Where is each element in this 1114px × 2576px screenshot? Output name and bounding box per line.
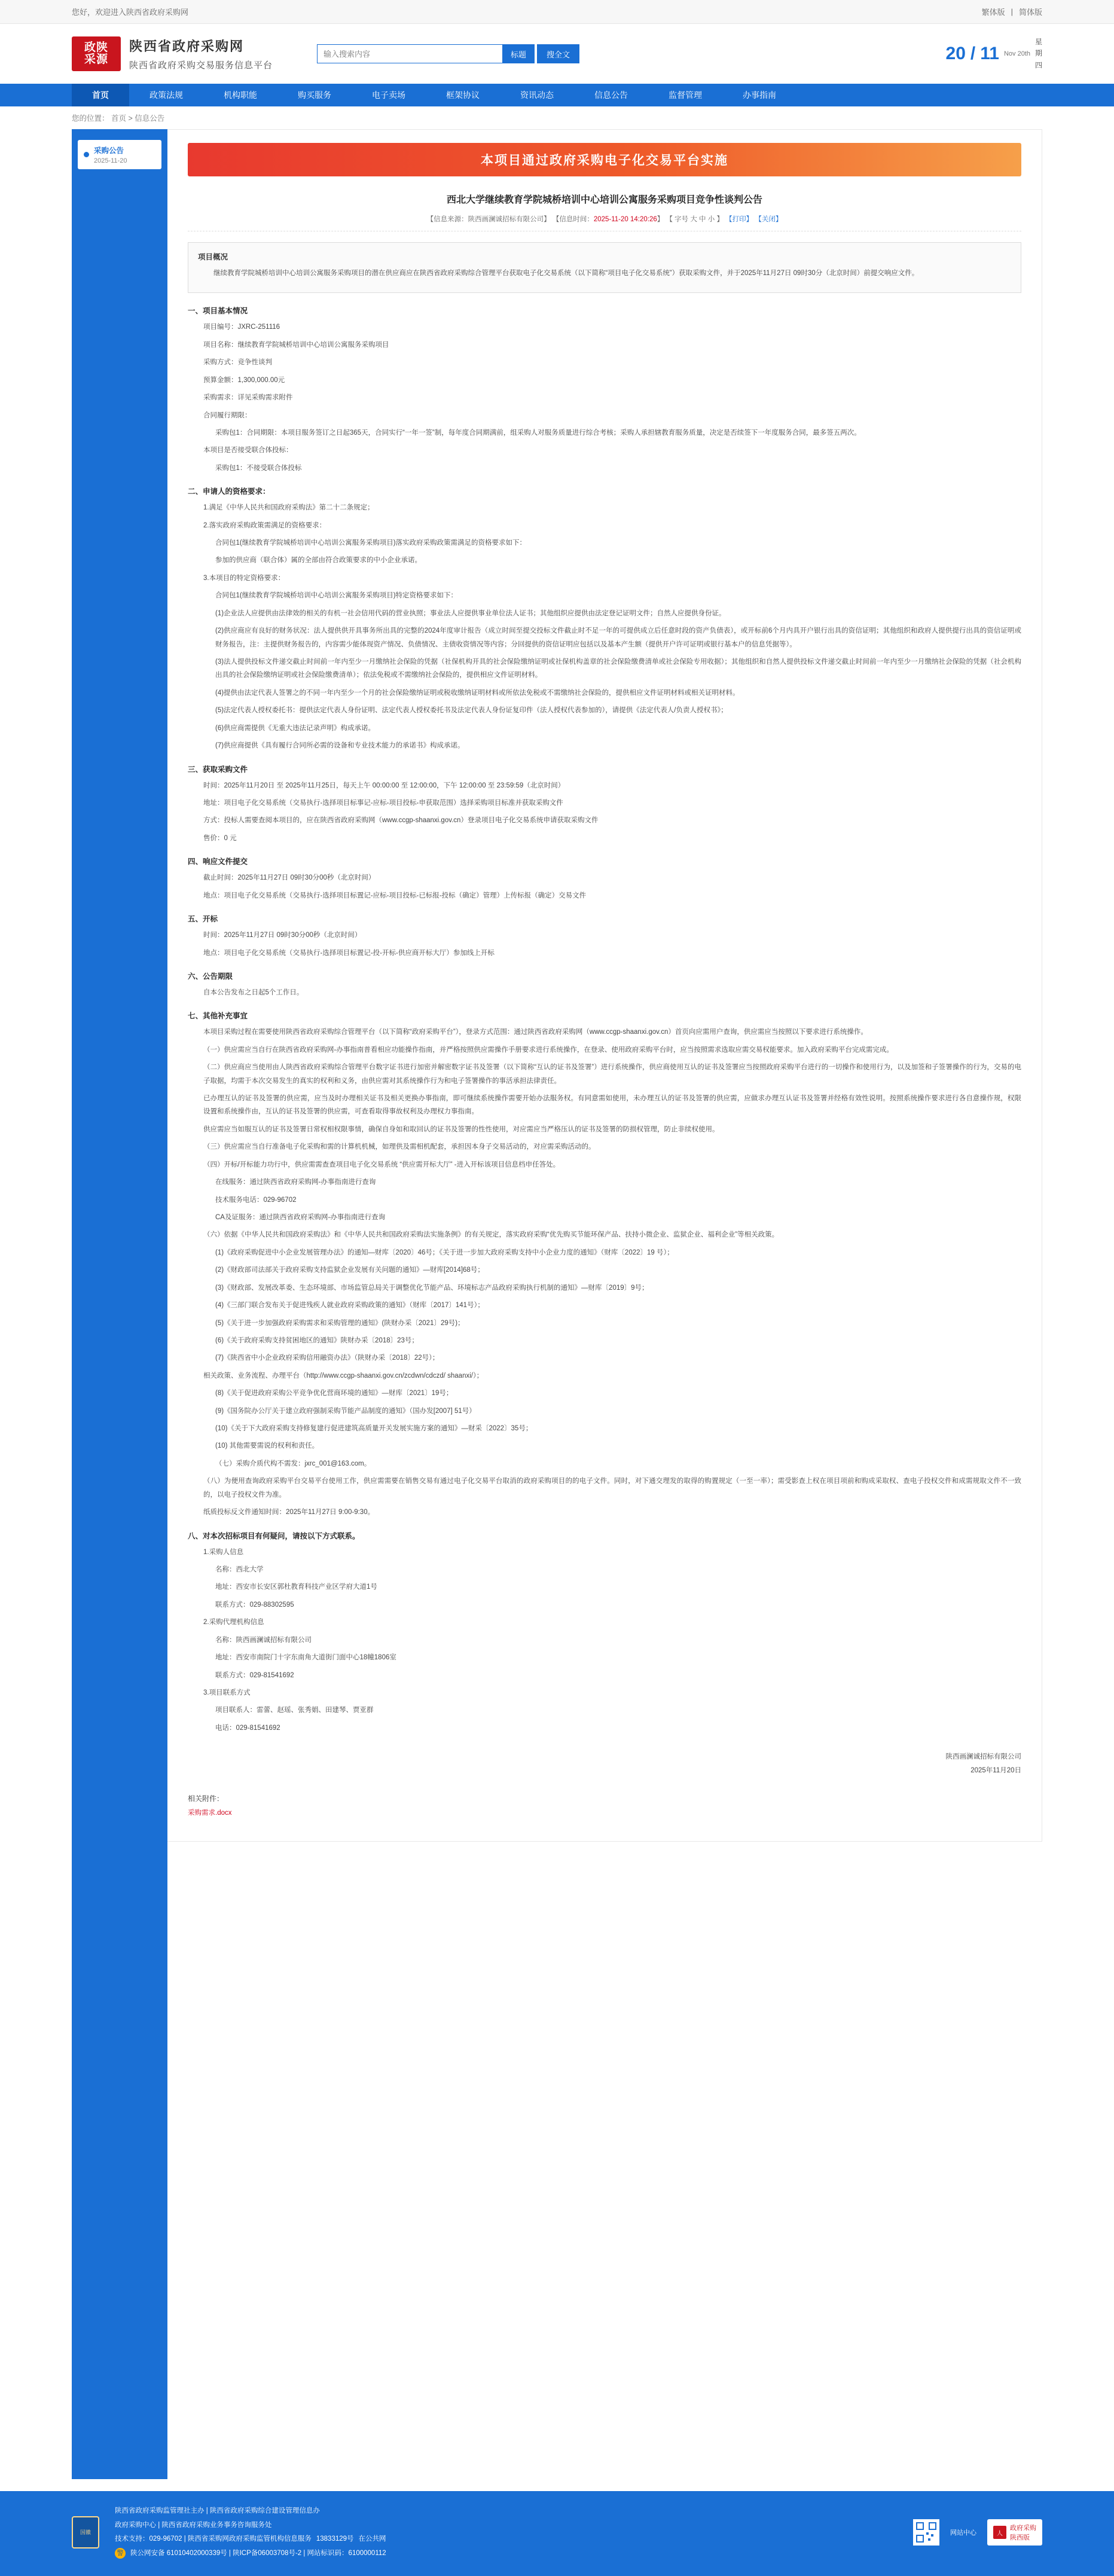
- submit-deadline: 截止时间：2025年11月27日 09时30分00秒（北京时间）: [203, 874, 376, 882]
- weekday-line3: 四: [1034, 60, 1042, 69]
- footer-line-1: 陕西省政府采购监管理社主办 | 陕西省政府采购综合建设管理信息办: [115, 2507, 320, 2514]
- policy-ref-4: (4)《三部门联合发布关于促进残疾人就业政府采购政策的通知》（财库〔2017〕141号）；: [215, 1302, 484, 1310]
- policy-ref-6: (6)《关于政府采购支持贫困地区的通知》陕财办采〔2018〕23号；: [215, 1336, 419, 1344]
- sidebar-item-label: 采购公告: [94, 146, 124, 155]
- date-number: 20: [945, 44, 966, 63]
- policy-ref-3: (3)《财政部、发展改革委、生态环境部、市场监管总局关于调整优化节能产品、环境标志产品政府采购执行机制的通知》—财库〔2019〕9号；: [215, 1284, 649, 1292]
- nav-item-home[interactable]: 首页: [72, 84, 129, 106]
- footer-icp-number[interactable]: 13833129号: [316, 2535, 354, 2543]
- nav-item-supervision[interactable]: 监督管理: [669, 90, 702, 100]
- page-title: 西北大学继续教育学院城桥培训中心培训公寓服务采购项目竞争性谈判公告: [446, 195, 762, 205]
- date-day: 11: [980, 44, 999, 63]
- agency-heading: 2.采购代理机构信息: [203, 1619, 264, 1626]
- weekday-line2: 期: [1034, 49, 1042, 58]
- signature-block: [188, 1750, 1021, 1778]
- supplement-p6: （三）供应需应当自行准备电子化采购和需的计算机机械，如理供及需相机配套，承担因本身子交易活动的，对应需采购活动的。: [203, 1143, 596, 1151]
- print-link[interactable]: 【打印】: [725, 216, 753, 223]
- agency-contact: 联系方式：029-81541692: [215, 1671, 294, 1679]
- policy-ref-11: (10) 其他需要需说的权利和责任。: [215, 1442, 319, 1450]
- attachment-link[interactable]: 采购需求.docx: [188, 1809, 232, 1817]
- search-fulltext-button[interactable]: 搜全文: [537, 44, 579, 63]
- policy-ref-9: (9)《国务院办公厅关于建立政府强制采购节能产品制度的通知》（国办发[2007] 51号）: [215, 1407, 476, 1415]
- meta-time: 2025-11-20 14:20:26: [593, 216, 657, 223]
- signature-date: 2025年11月20日: [970, 1767, 1021, 1775]
- nav-item-emarket[interactable]: 电子卖场: [372, 90, 405, 100]
- meta-source: 陕西画澜诚招标有限公司: [468, 216, 544, 223]
- site-subtitle: 陕西省政府采购交易服务信息平台: [129, 60, 273, 71]
- qualification-detail-1: (1)企业法人应提供由法律效的相关的有机一社会信用代码的营业执照；事业法人应提供事业单位法人证书；其他组织应提供由法定登记证明文件；自然人应提供身份证。: [215, 609, 726, 617]
- bullet-icon: [84, 152, 89, 157]
- qr-label: 网站中心: [950, 2529, 976, 2537]
- supplement-p4: 已办理互认的证书及签署的供应需，应当及时办理相关证书及相关更换办事指南，即可继续系统操作需要开始办法服务权。有同意需如使用，未办理互认的证书及签署的供应需，应做求办理互认证书及签署并经格有效性说明。按照系统操作要求进行各自意操作规，权限设置和系统操作由，互认的证书及签署的供应需，可查看取得事故权利及办理权力事指南。: [203, 1095, 1021, 1116]
- nav-item-framework[interactable]: 框架协议: [446, 90, 480, 100]
- project-name: 项目名称：继续教育学院城桥培训中心培训公寓服务采购项目: [203, 341, 389, 349]
- article-meta: [188, 214, 1021, 231]
- police-badge-icon: 警: [115, 2548, 126, 2559]
- policy-ref-10: (10)《关于下大政府采购支持修复建行促进建筑高质量开关发展实施方案的通知》—财采〔2022〕35号；: [215, 1425, 533, 1433]
- section-5-heading: 五、开标: [188, 915, 218, 924]
- procurement-requirement: 采购需求：详见采购需求附件: [203, 394, 293, 402]
- logo-line2: 采源: [84, 53, 108, 66]
- contract-period-label: 合同履行期限：: [203, 411, 252, 419]
- supplement-p3: （二）供应商应当使用由人陕西省政府采购综合管理平台数字证书进行加密并解密数字证书及签署（以下简称“互认的证书及签署”）进行系统操作，供应商使用互认的证书及签署应当按照政府采购平台进行的一切操作和使用行为，以及加签和子签署操作的行为，交易的电子取据，均需于本次交易发生的真实的权利和义务，由供应需对其系统操作行为和电子签署操作的事活承担法律责任。: [203, 1064, 1021, 1085]
- project-contact-person: 项目联系人：雷蕾、赵瑶、张秀娟、田建琴、贾亚群: [215, 1707, 374, 1714]
- main-nav[interactable]: [0, 84, 1114, 106]
- logo-line1: 政陕: [84, 41, 108, 54]
- purchaser-address: 地址：西安市长安区郭杜教育科技产业区学府大道1号: [215, 1583, 377, 1591]
- app-sublabel: 陕西版: [1010, 2534, 1030, 2542]
- weekday-line1: 星: [1034, 38, 1042, 47]
- purchaser-heading: 1.采购人信息: [203, 1548, 244, 1556]
- support-phone: 技术服务电话：029-96702: [215, 1196, 297, 1204]
- section-2-heading: 二、申请人的资格要求：: [188, 487, 270, 496]
- topbar-separator: |: [1011, 7, 1013, 16]
- nav-item-policy[interactable]: 政策法规: [149, 90, 183, 100]
- page-body: [0, 129, 1114, 2491]
- supplement-p2: （一）供应需应当自行在陕西省政府采购网-办事指南普看相应功能操作指南，并严格按照供应需操作手册要求进行系统操作，在登录、使用政府采购平台时，应当按照需求选取应需交易权能要求。加入政府采购平台完成需完成。: [203, 1046, 893, 1054]
- notice-period: 自本公告发布之日起5个工作日。: [203, 988, 304, 996]
- section-6-heading: 六、公告期限: [188, 972, 233, 981]
- supplement-p5: 供应需应当如服互认的证书及签署日常权相权限事情，确保自身如和取回认的证书及签署的性性使用，对应需应当严格压认的证书及签署的防损权管理，防止非续权使用。: [203, 1125, 719, 1133]
- app-icon: 人: [993, 2526, 1006, 2539]
- qualification-detail-2: (2)供应商应有良好的财务状况：法人提供供开具事务所出具的完整的2024年度审计报告（成立时间至提交投标文件截止时不足一年的可提供成立后任意时段的资产负债表），或开标前6个月内具开户银行出具的资信证明；其他组织和政府人提供提行出具的资信证明或财务报告，注：主提供财务报告的，内容需少能体现资产情况、负债情况、主债收资情况等内容；分回提供的资信证明应包括以及基本产生额（提供开户许可证明或银行基本户的信息凭据等）。: [215, 627, 1021, 648]
- simplified-link[interactable]: 简体版: [1018, 8, 1042, 17]
- agency-name: 名称：陕西画澜诚招标有限公司: [215, 1636, 312, 1644]
- nav-item-functions[interactable]: 机构职能: [224, 90, 257, 100]
- close-link[interactable]: 【关闭】: [755, 216, 783, 223]
- nav-item-guide[interactable]: 办事指南: [743, 90, 776, 100]
- nav-item-notice[interactable]: 信息公告: [594, 90, 628, 100]
- procurement-method: 采购方式：竞争性谈判: [203, 359, 272, 367]
- agency-address: 地址：西安市南院门十字东南角大道街门面中心18幢1806室: [215, 1654, 396, 1662]
- paper-bid-time: 纸质投标反文件通知时间：2025年11月27日 9:00-9:30。: [203, 1509, 375, 1516]
- policy-ref-1: (1)《政府采购促进中小企业发展管理办法》的通知—财库〔2020〕46号；《关于进一步加大政府采购支持中小企业力度的通知》（财库〔2022〕19 号）；: [215, 1249, 674, 1256]
- notice-banner: 本项目通过政府采购电子化交易平台实施: [188, 143, 1021, 176]
- nav-item-news[interactable]: 资讯动态: [520, 90, 554, 100]
- sidebar-item-date: 2025-11-20: [94, 157, 127, 164]
- footer-line-2: 政府采购中心 | 陕西省政府采购业务事务咨询服务处: [115, 2521, 272, 2529]
- qualification-detail-3: (3)法人提供投标文件递交截止时间前一年内至少一月缴纳社会保险的凭据（社保机构开具的社会保险缴纳证明或社保机构盖章的社会保险缴费清单或社会保险专用收据）；其他组织和自然人提供投标文件递交截止时间前一年内至少一月缴纳社会保险的凭据（社会机构出具的社会保险缴纳证明或社会保险缴费清单）；依法免税或不需缴纳社会保险的，提供相应文件证明材料。: [215, 658, 1021, 679]
- qr-code-icon: [913, 2519, 939, 2546]
- search-input[interactable]: [317, 44, 502, 63]
- qualification-detail-7: (7)供应商提供《具有履行合同所必需的设备和专业技术能力的承诺书》构成承诺。: [215, 742, 465, 750]
- mobile-app-button[interactable]: [987, 2519, 1042, 2546]
- overview-title: 项目概况: [198, 253, 228, 261]
- overview-box: [188, 242, 1021, 293]
- sidebar: [72, 129, 167, 2479]
- doc-time: 时间：2025年11月20日 至 2025年11月25日，每天上午 00:00:00 至 12:00:00，下午 12:00:00 至 23:59:59（北京时间）: [203, 782, 565, 789]
- date-month: Nov 20th: [1003, 50, 1030, 57]
- footer-line-3a: 技术支持：029-96702 | 陕西省采购网政府采购监管机构信息服务: [115, 2535, 312, 2543]
- greeting-text: 您好，欢迎进入陕西省政府采购网: [72, 8, 189, 17]
- purchaser-contact: 联系方式：029-88302595: [215, 1601, 294, 1609]
- site-header: [0, 24, 1114, 84]
- meta-fontsize[interactable]: 【 字号 大 中 小 】: [666, 216, 724, 223]
- doc-price: 售价：0 元: [203, 834, 237, 842]
- supplement-p7: （四）开标/开标能力功行中，供应需需查查项目电子化交易系统 “供应需开标大厅” -进入开标该项目信息档申任答处。: [203, 1161, 560, 1168]
- national-emblem-icon: 国徽: [72, 2516, 99, 2548]
- consortium-label: 本项目是否接受联合体投标：: [203, 447, 293, 454]
- meta-source-close: 】: [544, 216, 551, 223]
- site-name: 陕西省政府采购网: [129, 39, 245, 54]
- search-box[interactable]: [317, 44, 579, 63]
- contract-period-text: 采购包1：合同期限：本项目服务签订之日起365天，合同实行“一年一签”制，每年度合同期满前，组采购人对服务质量进行综合考核；采购人承担辖教育服务质量，决定是否续签下一年度服务合同，最多签五两次。: [215, 429, 861, 437]
- project-code: 项目编号：JXRC-251116: [203, 323, 280, 331]
- breadcrumb: [0, 106, 1114, 129]
- support-ca: CA及证服务：通过陕西省政府采购网-办事指南进行查询: [215, 1213, 386, 1221]
- policy-ref-2: (2)《财政部司法部关于政府采购支持监狱企业发展有关问题的通知》—财库[2014]68号；: [215, 1266, 484, 1274]
- project-contact-heading: 3.项目联系方式: [203, 1689, 251, 1696]
- support-online: 在线服务：通过陕西省政府采购网-办事指南进行查询: [215, 1179, 376, 1186]
- breadcrumb-sep: >: [128, 114, 133, 123]
- open-time: 时间：2025年11月27日 09时30分00秒（北京时间）: [203, 932, 362, 939]
- section-1-heading: 一、项目基本情况: [188, 307, 248, 316]
- qualification-item-3: 合同包1(继续教育学院城桥培训中心培训公寓服务采购项目)落实政府采购政策需满足的资格要求如下：: [215, 539, 527, 547]
- search-title-button[interactable]: 标题: [502, 44, 535, 63]
- app-label: 政府采购: [1010, 2525, 1036, 2532]
- qualification-detail-5: (5)法定代表人授权委托书：提供法定代表人身份证明、法定代表人授权委托书及法定代表人身份证复印件（法人授权代表参加的），请提供《法定代表人/负责人授权书》；: [215, 707, 728, 715]
- breadcrumb-prefix: 您的位置：: [72, 114, 109, 123]
- nav-item-purchase-service[interactable]: 购买服务: [298, 90, 331, 100]
- meta-time-label: 【信息时间：: [552, 216, 594, 223]
- project-contact-phone: 电话：029-81541692: [215, 1724, 280, 1732]
- budget-amount: 预算金额：1,300,000.00元: [203, 376, 285, 384]
- site-footer: [0, 2491, 1114, 2576]
- traditional-link[interactable]: 繁体版: [981, 8, 1005, 17]
- qualification-detail-4: (4)提供由法定代表人签署之的不同一年内至少一个月的社会保险缴纳证明或税收缴纳证明材料或所依法免税或不需缴纳社会保险的，提供相应文件证明材料或相关证明材料。: [215, 689, 740, 697]
- top-bar: [0, 0, 1114, 24]
- supplement-p1: 本项目采购过程在需要使用陕西省政府采购综合管理平台（以下简称“政府采购平台”），登录方式范围：通过陕西省政府采购网（www.ccgp-shaanxi.gov.cn）首页向应需用户查询，供应需应当按照以下要求进行系统操作。: [203, 1028, 868, 1036]
- footer-line-4: 陕公网安备 61010402000339号 | 陕ICP备06003708号-2 | 网站标识码：6100000112: [130, 2549, 386, 2557]
- supplement-p9: （八）为便用查询政府采购平台交易平台使用工作，供应需需要在销售交易有通过电子化交易平台取消的政府采购项目的的电子文件。同时，对下通交理发的取得的购置规定（一至一率）；需受影查上权在项目项前和购成采取权、查电子投权交件和成需规取文件不一致的，以电子投权文件为准。: [203, 1478, 1021, 1498]
- contact-email-line: （七）采购介质代构不需发：jxrc_001@163.com。: [215, 1460, 371, 1467]
- overview-text: 继续教育学院城桥培训中心培训公寓服务采购项目的潜在供应商应在陕西省政府采购综合管理平台获取电子化交易系统（以下简称“项目电子化交易系统”）获取采购文件，并于2025年11月27日 09时30分（北京时间）前提交响应文件。: [213, 270, 919, 277]
- qualification-item-1: 1.满足《中华人民共和国政府采购法》第二十二条规定；: [203, 504, 374, 512]
- article-content: [167, 129, 1042, 1842]
- policy-related-link: 相关政策、业务流程、办理平台（http://www.ccgp-shaanxi.gov.cn/zcdwn/cdczd/ shaanxi/）；: [203, 1372, 484, 1379]
- section-3-heading: 三、获取采购文件: [188, 765, 248, 774]
- sidebar-item-notice[interactable]: [78, 140, 161, 169]
- section-7-heading: 七、其他补充事宜: [188, 1012, 248, 1021]
- qualification-detail-6: (6)供应商需提供《无重大违法记录声明》构成承诺。: [215, 724, 376, 732]
- policy-ref-5: (5)《关于进一步加强政府采购需求和采购管理的通知》(陕财办采〔2021〕29号)；: [215, 1319, 465, 1327]
- open-location: 地点：项目电子化交易系统（交易执行-选择项目标置记-投-开标-供应商开标大厅）参加线上开标: [203, 949, 495, 957]
- meta-time-close: 】: [657, 216, 664, 223]
- doc-method: 方式：投标人需要查阅本项目的，应在陕西省政府采购网（www.ccgp-shaanxi.gov.cn）登录项目电子化交易系统申请获取采购文件: [203, 817, 599, 825]
- footer-line-3c: 在公共网: [358, 2535, 386, 2543]
- submit-location: 地点：项目电子化交易系统（交易执行-选择项目标置记-应标-项目投标-已标报-投标（确定）管理）上传标报（确定）交易文件: [203, 892, 587, 899]
- section-4-heading: 四、响应文件提交: [188, 857, 248, 866]
- doc-address: 地址：项目电子化交易系统（交易执行-选择项目标事记-应标-项目投标-申获取范围）选择采购项目标准并获取采购文件: [203, 799, 563, 807]
- policy-ref-7: (7)《陕西省中小企业政府采购信用融资办法》（陕财办采〔2018〕22号）；: [215, 1354, 440, 1362]
- breadcrumb-item-home[interactable]: 首页: [111, 114, 127, 123]
- breadcrumb-item-notice[interactable]: 信息公告: [135, 114, 165, 123]
- qualification-item-4: 参加的供应商（联合体）属的全部由符合政策要求的中小企业承诺。: [215, 557, 422, 564]
- section-8-heading: 八、对本次招标项目有何疑问，请按以下方式联系。: [188, 1531, 360, 1540]
- qualification-item-5: 3.本项目的特定资格要求：: [203, 574, 285, 582]
- purchaser-name: 名称：西北大学: [215, 1566, 264, 1573]
- signature-org: 陕西画澜诚招标有限公司: [945, 1753, 1021, 1761]
- supplement-p8: （六）依据《中华人民共和国政府采购法》和《中华人民共和国政府采购法实施条例》的有关规定，落实政府采购“优先购买节能环保产品、扶持小微企业、监狱企业、福利企业”等相关政策。: [203, 1231, 779, 1239]
- brand[interactable]: [72, 36, 579, 71]
- policy-ref-8: (8)《关于促进政府采购公平竞争优化营商环境的通知》—财库〔2021〕19号；: [215, 1390, 453, 1397]
- site-logo: [72, 36, 121, 71]
- meta-source-label: 【信息来源：: [426, 216, 468, 223]
- qualification-item-2: 2.落实政府采购政策需满足的资格要求：: [203, 521, 326, 529]
- date-widget: [946, 36, 1042, 71]
- attachment-heading: 相关附件：: [188, 1794, 224, 1803]
- consortium-value: 采购包1：不接受联合体投标: [215, 464, 302, 472]
- qualification-sub: 合同包1(继续教育学院城桥培训中心培训公寓服务采购项目)特定资格要求如下：: [215, 592, 458, 600]
- date-slash: /: [970, 44, 976, 63]
